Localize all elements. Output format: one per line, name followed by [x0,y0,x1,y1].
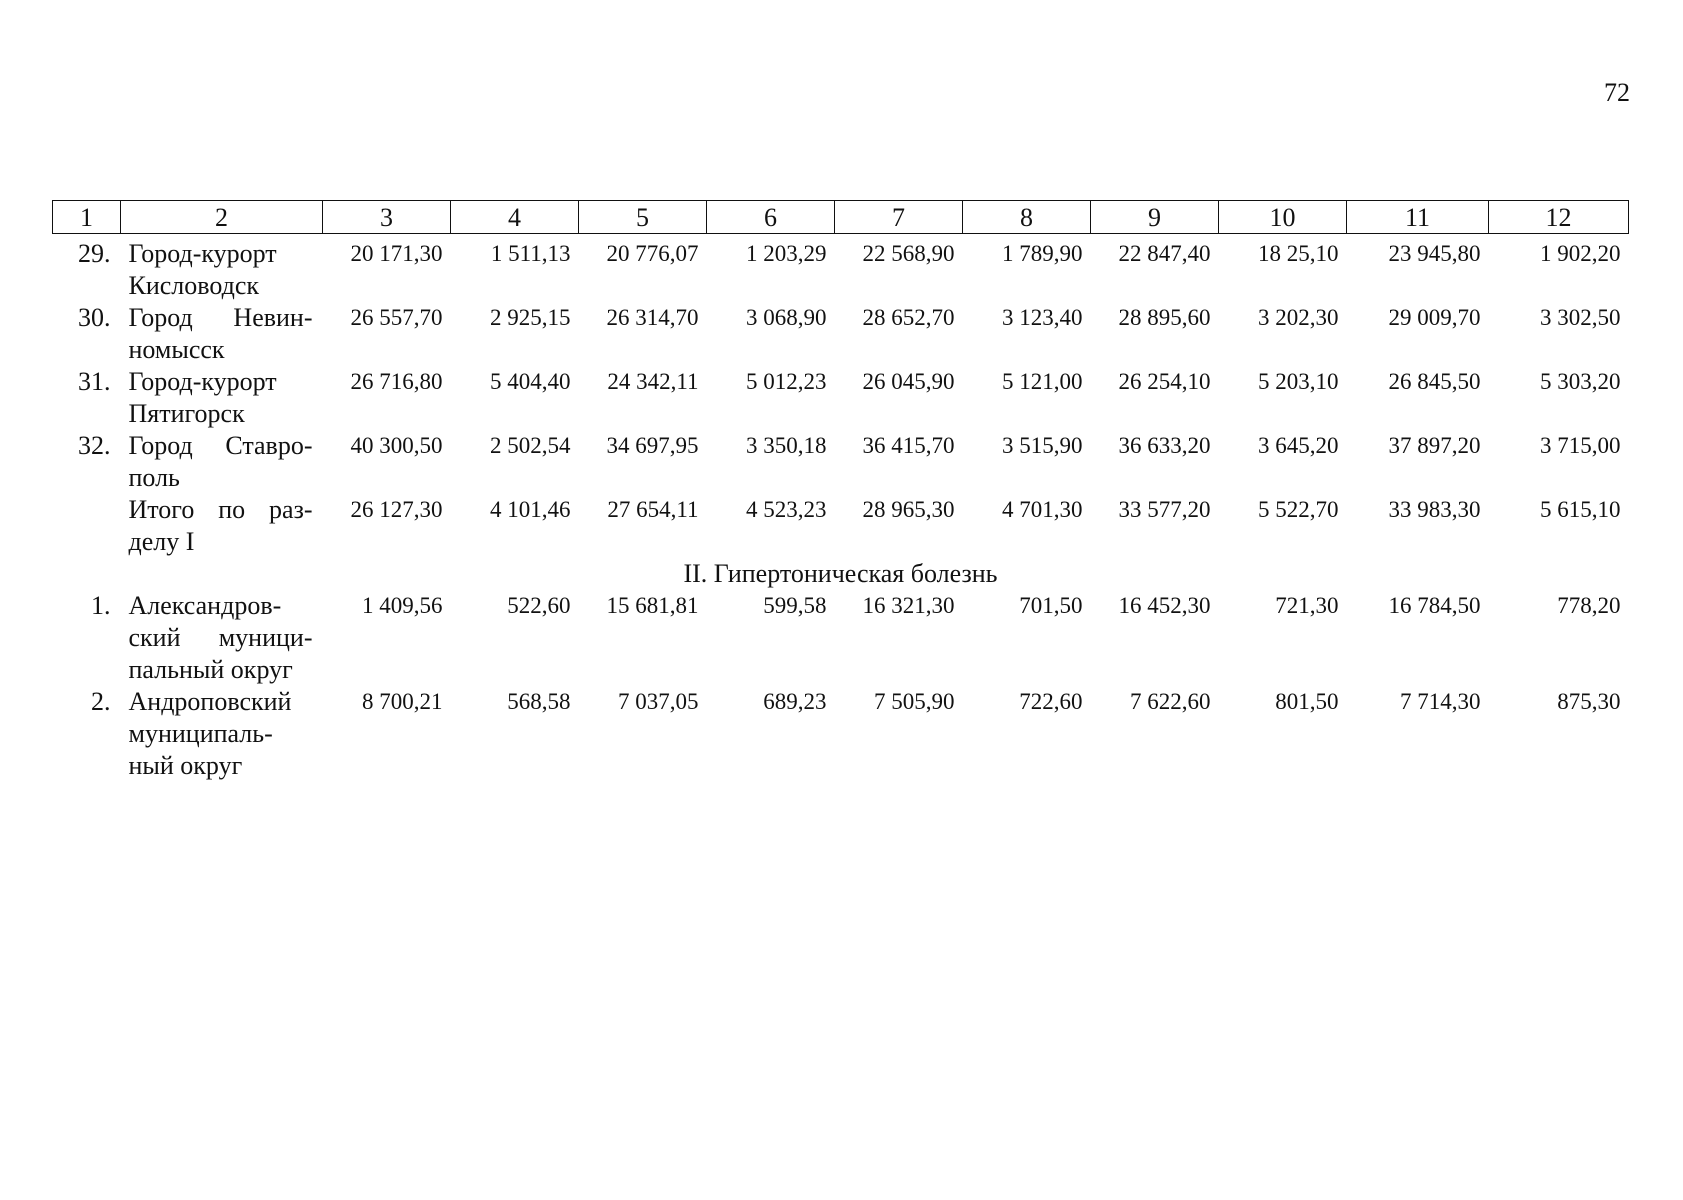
value-cell-col8: 5 121,00 [1002,369,1083,394]
table-row [53,686,1629,782]
row-index: 31. [78,367,111,396]
value-cell-col12: 778,20 [1557,593,1621,618]
value-cell-col6: 4 523,23 [746,497,827,522]
value-cell-col11: 16 784,50 [1388,593,1481,618]
value-cell-col9: 7 622,60 [1130,689,1211,714]
value-cell-col3: 26 557,70 [350,305,443,330]
row-name: Город Невин-номысск [128,303,313,364]
row-index: 1. [91,591,111,620]
value-cell-col5: 24 342,11 [607,369,699,394]
table-body [53,234,1629,783]
value-cell-col4: 2 502,54 [490,433,571,458]
value-cell-col7: 16 321,30 [862,593,955,618]
value-cell-col10: 5 203,10 [1258,369,1339,394]
value-cell-col12: 5 303,20 [1540,369,1621,394]
table-row [53,302,1629,366]
value-cell-col10: 721,30 [1275,593,1339,618]
value-cell-col12: 3 302,50 [1540,305,1621,330]
value-cell-col4: 2 925,15 [490,305,571,330]
value-cell-col4: 1 511,13 [490,241,571,266]
value-cell-col3: 40 300,50 [350,433,443,458]
value-cell-col11: 26 845,50 [1388,369,1481,394]
value-cell-col7: 22 568,90 [862,241,955,266]
value-cell-col7: 28 652,70 [862,305,955,330]
header-row [53,201,1629,234]
value-cell-col5: 20 776,07 [606,241,699,266]
value-cell-col10: 3 202,30 [1258,305,1339,330]
value-cell-col7: 7 505,90 [874,689,955,714]
page-number: 72 [1604,78,1630,107]
value-cell-col3: 20 171,30 [350,241,443,266]
value-cell-col5: 15 681,81 [606,593,699,618]
row-name: Город-курорт Кисловодск [128,239,277,300]
value-cell-col4: 5 404,40 [490,369,571,394]
value-cell-col8: 3 123,40 [1002,305,1083,330]
column-header-2: 2 [121,201,323,234]
row-name: Александров-ский муници-пальный округ [128,591,313,684]
value-cell-col12: 875,30 [1557,689,1621,714]
column-header-8: 8 [963,201,1091,234]
value-cell-col6: 599,58 [763,593,827,618]
row-index: 32. [78,431,111,460]
column-header-4: 4 [451,201,579,234]
row-name: Город Ставро-поль [128,431,313,492]
column-header-3: 3 [323,201,451,234]
value-cell-col3: 1 409,56 [362,593,443,618]
value-cell-col8: 1 789,90 [1002,241,1083,266]
value-cell-col3: 8 700,21 [362,689,443,714]
value-cell-col11: 7 714,30 [1400,689,1481,714]
value-cell-col11: 33 983,30 [1388,497,1481,522]
value-cell-col9: 26 254,10 [1118,369,1211,394]
value-cell-col12: 3 715,00 [1540,433,1621,458]
value-cell-col9: 22 847,40 [1118,241,1211,266]
value-cell-col5: 34 697,95 [606,433,699,458]
value-cell-col5: 27 654,11 [607,497,699,522]
value-cell-col10: 18 25,10 [1258,241,1339,266]
row-index: 2. [91,687,111,716]
value-cell-col10: 801,50 [1275,689,1339,714]
value-cell-col3: 26 127,30 [350,497,443,522]
row-index: 29. [78,239,111,268]
column-header-10: 10 [1219,201,1347,234]
value-cell-col7: 26 045,90 [862,369,955,394]
column-header-11: 11 [1347,201,1489,234]
row-name: Итого по раз-делу I [128,495,313,556]
value-cell-col11: 29 009,70 [1388,305,1481,330]
row-index: 30. [78,303,111,332]
value-cell-col6: 1 203,29 [746,241,827,266]
value-cell-col4: 568,58 [507,689,571,714]
value-cell-col11: 23 945,80 [1388,241,1481,266]
value-cell-col11: 37 897,20 [1388,433,1481,458]
value-cell-col7: 28 965,30 [862,497,955,522]
column-header-6: 6 [707,201,835,234]
table-row [53,494,1629,558]
value-cell-col4: 522,60 [507,593,571,618]
value-cell-col9: 33 577,20 [1118,497,1211,522]
value-cell-col9: 28 895,60 [1118,305,1211,330]
value-cell-col5: 7 037,05 [618,689,699,714]
table-row [53,590,1629,686]
value-cell-col9: 16 452,30 [1118,593,1211,618]
value-cell-col6: 5 012,23 [746,369,827,394]
value-cell-col8: 3 515,90 [1002,433,1083,458]
value-cell-col8: 701,50 [1019,593,1083,618]
value-cell-col12: 1 902,20 [1540,241,1621,266]
table-row [53,366,1629,430]
row-index [53,494,121,558]
table-row [53,430,1629,494]
value-cell-col3: 26 716,80 [350,369,443,394]
column-header-12: 12 [1489,201,1629,234]
value-cell-col9: 36 633,20 [1118,433,1211,458]
row-name: Город-курорт Пятигорск [128,367,277,428]
column-header-7: 7 [835,201,963,234]
column-header-9: 9 [1091,201,1219,234]
value-cell-col6: 689,23 [763,689,827,714]
value-cell-col5: 26 314,70 [606,305,699,330]
value-cell-col4: 4 101,46 [490,497,571,522]
value-cell-col8: 722,60 [1019,689,1083,714]
value-cell-col6: 3 350,18 [746,433,827,458]
section-heading: II. Гипертоническая болезнь [683,559,998,588]
column-header-5: 5 [579,201,707,234]
value-cell-col6: 3 068,90 [746,305,827,330]
column-header-1: 1 [53,201,121,234]
section-heading-row [53,558,1629,590]
value-cell-col12: 5 615,10 [1540,497,1621,522]
value-cell-col8: 4 701,30 [1002,497,1083,522]
value-cell-col7: 36 415,70 [862,433,955,458]
data-table [52,200,1629,782]
value-cell-col10: 5 522,70 [1258,497,1339,522]
row-name: Андроповский муниципаль-ный округ [128,687,292,780]
value-cell-col10: 3 645,20 [1258,433,1339,458]
table-row [53,234,1629,303]
